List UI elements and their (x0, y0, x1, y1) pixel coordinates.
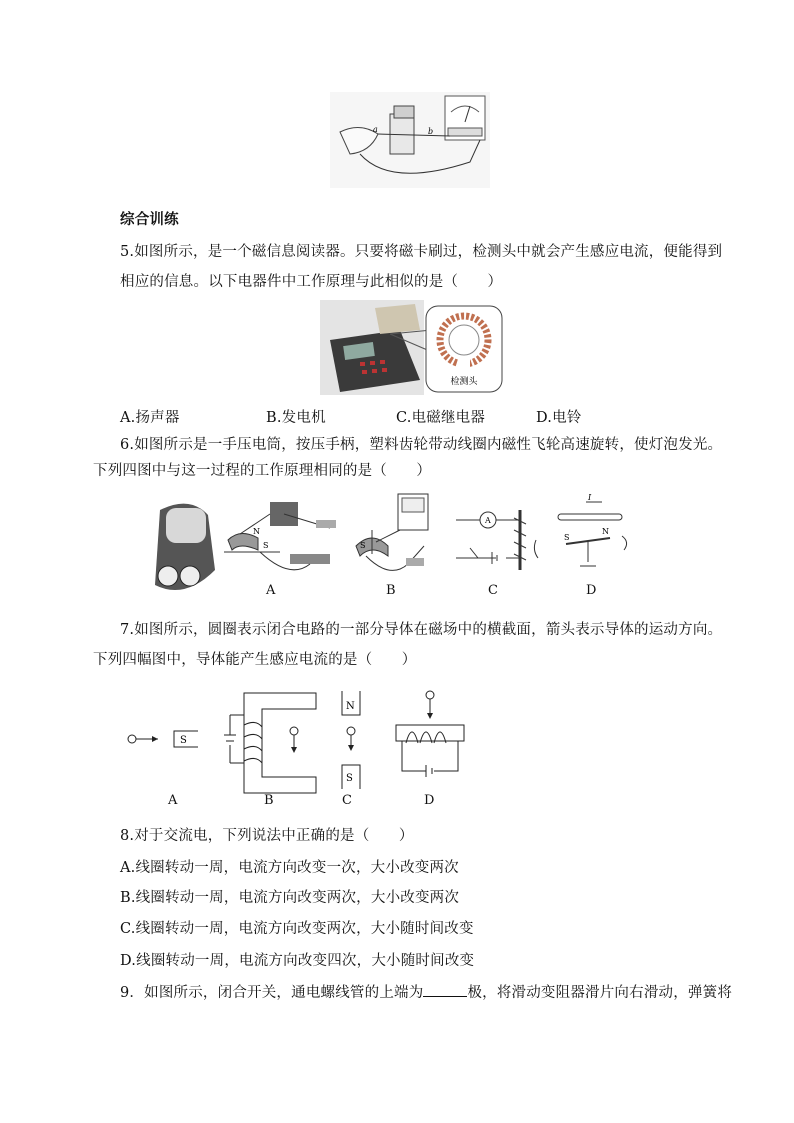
q8-option-b: B.线圈转动一周，电流方向改变两次，大小改变两次 (120, 890, 460, 906)
fig7a-s-label: S (180, 735, 187, 746)
q7-stem-line1: 7.如图所示，圆圈表示闭合电路的一部分导体在磁场中的横截面，箭头表示导体的运动方向。 (120, 622, 723, 638)
q5-option-a: A.扬声器 (120, 410, 180, 426)
q9-stem (120, 981, 732, 1002)
q7-caption-b: B (264, 793, 274, 808)
q7-caption-a: A (168, 793, 178, 808)
label-a: a (373, 125, 378, 134)
figure-7a (128, 731, 198, 747)
q8-option-c: C.线圈转动一周，电流方向改变两次，大小随时间改变 (120, 921, 474, 937)
figure-7c (342, 691, 360, 789)
section-title: 综合训练 (120, 211, 179, 228)
fig6a-s-label: S (263, 541, 269, 550)
q5-option-c: C.电磁继电器 (396, 410, 486, 426)
q7-stem-line2: 下列四幅图中，导体能产生感应电流的是（ ） (93, 652, 417, 668)
figure-6c (456, 510, 538, 570)
q9-stem-part1: 9．如图所示，闭合开关，通电螺线管的上端为 (120, 985, 424, 1001)
q8-option-d: D.线圈转动一周，电流方向改变四次，大小随时间改变 (120, 953, 475, 969)
fig7c-s-label: S (346, 773, 353, 784)
q7-figures (120, 685, 480, 805)
flashlight-image (155, 504, 215, 590)
q5-figure-label: 检测头 (450, 377, 478, 387)
figure-7d (396, 691, 464, 777)
q7-caption-c: C (342, 793, 352, 808)
figure-6b (356, 494, 428, 570)
q6-caption-b: B (386, 583, 396, 598)
q7-caption-d: D (424, 793, 435, 808)
fig6a-n-label: N (253, 527, 260, 536)
fig6d-n-label: N (602, 527, 609, 536)
q5-option-d: D.电铃 (536, 410, 582, 426)
q5-stem-line2: 相应的信息。以下电器件中工作原理与此相似的是（ ） (120, 274, 503, 290)
fig7c-n-label: N (346, 701, 355, 712)
q5-stem-line1: 5.如图所示，是一个磁信息阅读器。只要将磁卡刷过，检测头中就会产生感应电流，便能得到 (120, 244, 723, 260)
q9-stem-part2: 极，将滑动变阻器滑片向右滑动，弹簧将 (467, 985, 733, 1001)
q6-stem-line1: 6.如图所示是一手压电筒，按压手柄，塑料齿轮带动线圈内磁性飞轮高速旋转，使灯泡发光。 (120, 437, 723, 453)
figure-6d (558, 493, 627, 566)
q6-stem-line2: 下列四图中与这一过程的工作原理相同的是（ ） (93, 463, 432, 479)
fig6d-i-label: I (588, 493, 592, 502)
q8-option-a: A.线圈转动一周，电流方向改变一次，大小改变两次 (120, 860, 459, 876)
q6-caption-a: A (266, 583, 276, 598)
top-figure (330, 92, 490, 188)
fig6d-s-label: S (564, 533, 570, 542)
figure-7b (224, 693, 316, 793)
q9-answer-blank[interactable] (423, 995, 467, 997)
label-b: b (428, 127, 434, 136)
q5-option-b: B.发电机 (266, 410, 326, 426)
q5-card-reader-figure (320, 300, 504, 395)
q6-caption-d: D (586, 583, 597, 598)
q8-stem: 8.对于交流电，下列说法中正确的是（ ） (120, 828, 414, 844)
fig6c-ammeter-label: A (485, 516, 491, 525)
q6-caption-c: C (488, 583, 498, 598)
figure-6a (224, 502, 336, 570)
q6-figures (140, 490, 660, 608)
fig6b-s-label: S (360, 541, 366, 550)
